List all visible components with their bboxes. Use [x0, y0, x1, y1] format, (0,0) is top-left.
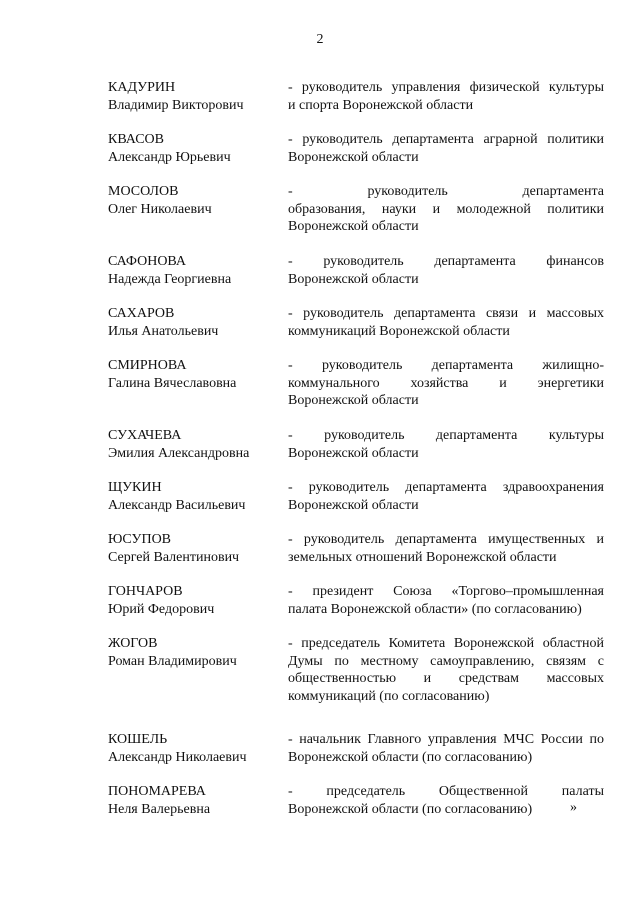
member-name: [108, 357, 288, 427]
role-line: Воронежской области (по согласованию): [288, 749, 533, 765]
member-entry: [108, 427, 604, 479]
member-name: [108, 79, 288, 131]
member-role: [288, 357, 604, 427]
member-role: [288, 635, 604, 731]
member-name: [108, 131, 288, 183]
role-line: - председатель Комитета Воронежской областной: [288, 636, 604, 651]
member-given-names: Олег Николаевич: [108, 201, 212, 217]
member-entry: [108, 635, 604, 731]
member-name: [108, 183, 288, 253]
member-entry: [108, 253, 604, 305]
member-entry: [108, 183, 604, 253]
member-surname: КВАСОВ: [108, 132, 164, 147]
member-surname: СУХАЧЕВА: [108, 428, 182, 443]
role-line: Воронежской области: [288, 393, 419, 408]
member-given-names: Александр Николаевич: [108, 749, 247, 765]
member-entry: [108, 79, 604, 131]
role-line: - руководитель департамента связи и массовых: [288, 306, 604, 321]
role-line: коммуникаций Воронежской области: [288, 323, 510, 339]
role-line: земельных отношений Воронежской области: [288, 549, 557, 565]
member-surname: САХАРОВ: [108, 306, 175, 321]
role-line: коммуникаций (по согласованию): [288, 688, 490, 704]
member-entry: [108, 731, 604, 783]
role-line: - руководитель департамента жилищно-: [288, 358, 604, 373]
member-name: [108, 305, 288, 357]
role-line: общественностью и средствам массовых: [288, 671, 604, 686]
member-role: [288, 583, 604, 635]
member-entry: [108, 531, 604, 583]
member-role: [288, 427, 604, 479]
member-role: [288, 731, 604, 783]
member-given-names: Сергей Валентинович: [108, 549, 240, 565]
role-line: - руководитель департамента финансов: [288, 254, 604, 269]
role-line: - руководитель департамента имущественных и: [288, 532, 604, 547]
member-given-names: Эмилия Александровна: [108, 445, 250, 461]
member-surname: СМИРНОВА: [108, 358, 187, 373]
role-line: - председатель Общественной палаты: [288, 784, 604, 799]
member-given-names: Юрий Федорович: [108, 601, 215, 617]
role-line: Воронежской области: [288, 497, 419, 513]
member-given-names: Александр Васильевич: [108, 497, 246, 513]
member-role: [288, 79, 604, 131]
member-surname: КАДУРИН: [108, 80, 176, 95]
role-line: образования, науки и молодежной политики: [288, 201, 604, 217]
member-given-names: Александр Юрьевич: [108, 149, 231, 165]
member-given-names: Роман Владимирович: [108, 653, 237, 669]
member-entry: [108, 131, 604, 183]
member-surname: ЩУКИН: [108, 480, 162, 495]
role-line: - руководитель департамента: [288, 184, 604, 199]
member-given-names: Илья Анатольевич: [108, 323, 219, 339]
role-line: - руководитель департамента культуры: [288, 428, 604, 443]
member-entry: [108, 479, 604, 531]
role-line: Воронежской области (по согласованию): [288, 801, 533, 817]
role-line: - руководитель департамента здравоохранения: [288, 480, 604, 495]
member-given-names: Надежда Георгиевна: [108, 271, 232, 287]
member-surname: МОСОЛОВ: [108, 184, 179, 199]
member-given-names: Галина Вячеславовна: [108, 375, 237, 391]
member-role: [288, 183, 604, 253]
member-name: [108, 583, 288, 635]
member-role: [288, 783, 604, 823]
role-line: Воронежской области: [288, 219, 419, 234]
member-role: [288, 253, 604, 305]
role-line: Думы по местному самоуправлению, связям с: [288, 653, 604, 669]
role-line: - президент Союза «Торгово–промышленная: [288, 584, 604, 599]
member-name: [108, 635, 288, 731]
member-name: [108, 731, 288, 783]
member-entry: [108, 305, 604, 357]
member-entry: [108, 357, 604, 427]
members-list: [108, 79, 604, 823]
member-surname: ЮСУПОВ: [108, 532, 172, 547]
role-line: - руководитель управления физической культуры: [288, 80, 604, 95]
role-line: палата Воронежской области» (по согласованию): [288, 601, 582, 617]
member-name: [108, 783, 288, 823]
member-name: [108, 427, 288, 479]
member-entry: [108, 583, 604, 635]
member-entry: [108, 783, 604, 823]
page-number: 2: [316, 32, 324, 47]
member-name: [108, 479, 288, 531]
closing-quote: »: [570, 800, 577, 815]
role-line: Воронежской области: [288, 149, 419, 165]
member-surname: САФОНОВА: [108, 254, 186, 269]
member-surname: ГОНЧАРОВ: [108, 584, 183, 599]
role-line: Воронежской области: [288, 271, 419, 287]
member-surname: ЖОГОВ: [108, 636, 158, 651]
role-line: Воронежской области: [288, 445, 419, 461]
role-line: коммунального хозяйства и энергетики: [288, 375, 604, 391]
member-role: [288, 305, 604, 357]
member-name: [108, 531, 288, 583]
member-role: [288, 531, 604, 583]
member-surname: КОШЕЛЬ: [108, 732, 168, 747]
role-line: и спорта Воронежской области: [288, 97, 474, 113]
member-given-names: Неля Валерьевна: [108, 801, 211, 817]
member-role: [288, 479, 604, 531]
role-line: - руководитель департамента аграрной политики: [288, 132, 604, 147]
member-role: [288, 131, 604, 183]
member-surname: ПОНОМАРЕВА: [108, 784, 206, 799]
member-given-names: Владимир Викторович: [108, 97, 244, 113]
member-name: [108, 253, 288, 305]
role-line: - начальник Главного управления МЧС России по: [288, 732, 604, 747]
